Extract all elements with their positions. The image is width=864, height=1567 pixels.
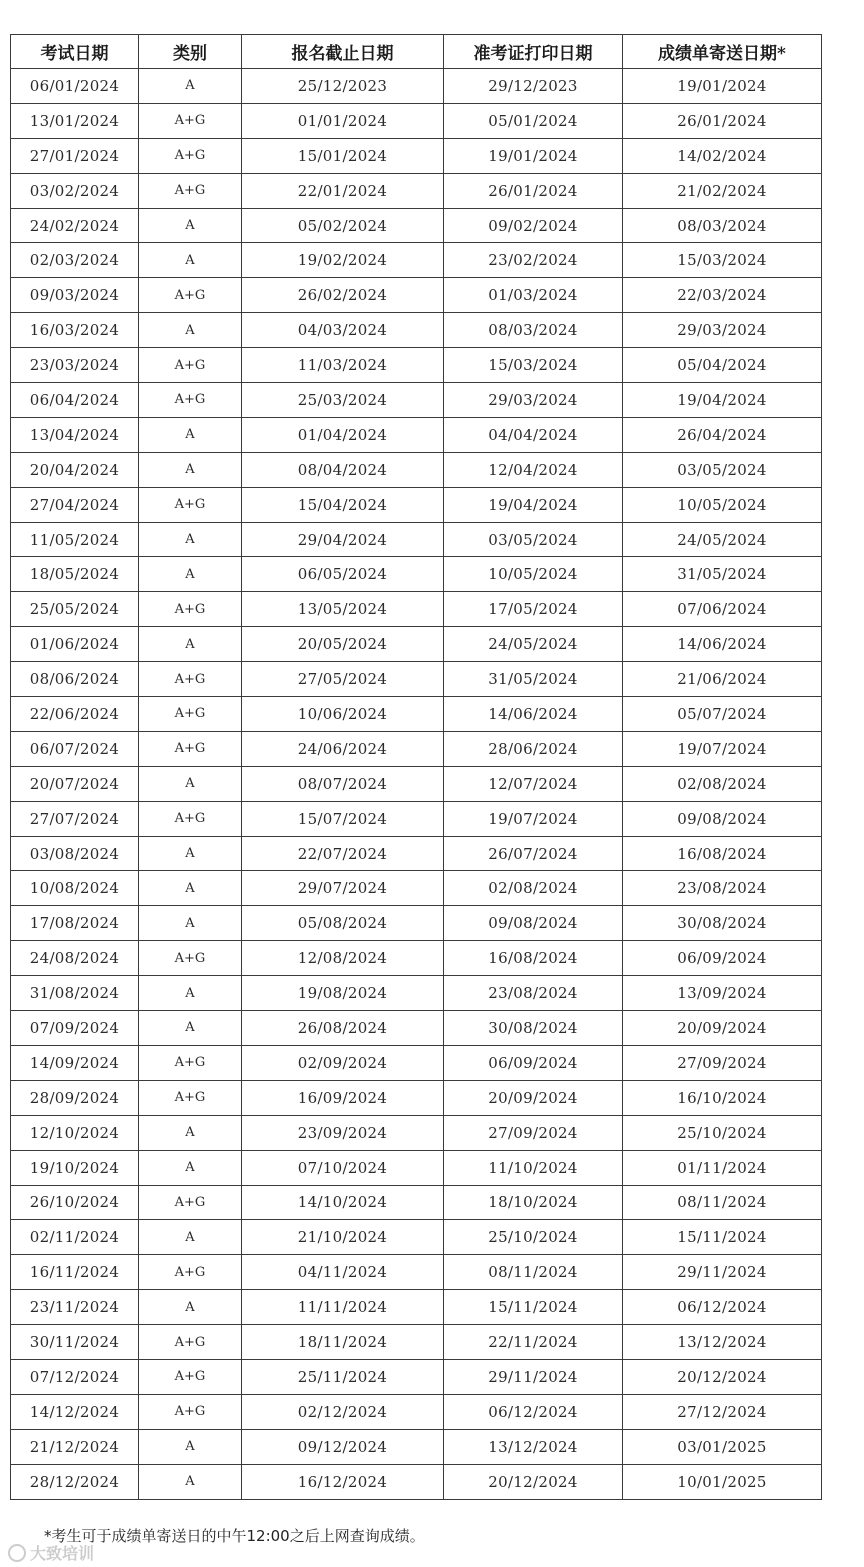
cell-admission-ticket-print-date: 13/12/2024	[444, 1429, 623, 1464]
cell-exam-date: 16/03/2024	[11, 313, 139, 348]
cell-registration-deadline: 18/11/2024	[242, 1325, 444, 1360]
cell-transcript-mailing-date: 31/05/2024	[623, 557, 822, 592]
cell-transcript-mailing-date: 14/06/2024	[623, 627, 822, 662]
cell-category: A+G	[139, 801, 242, 836]
cell-category: A	[139, 1429, 242, 1464]
cell-exam-date: 13/01/2024	[11, 103, 139, 138]
cell-admission-ticket-print-date: 31/05/2024	[444, 662, 623, 697]
cell-admission-ticket-print-date: 19/01/2024	[444, 138, 623, 173]
cell-category: A	[139, 522, 242, 557]
cell-transcript-mailing-date: 09/08/2024	[623, 801, 822, 836]
header-admission-ticket-print-date: 准考证打印日期	[444, 35, 623, 69]
cell-admission-ticket-print-date: 14/06/2024	[444, 697, 623, 732]
cell-category: A+G	[139, 348, 242, 383]
cell-admission-ticket-print-date: 15/11/2024	[444, 1290, 623, 1325]
cell-transcript-mailing-date: 24/05/2024	[623, 522, 822, 557]
cell-registration-deadline: 25/12/2023	[242, 69, 444, 104]
cell-admission-ticket-print-date: 29/12/2023	[444, 69, 623, 104]
cell-category: A	[139, 313, 242, 348]
cell-registration-deadline: 11/03/2024	[242, 348, 444, 383]
cell-exam-date: 25/05/2024	[11, 592, 139, 627]
cell-exam-date: 06/04/2024	[11, 383, 139, 418]
table-row	[11, 278, 822, 313]
header-row	[11, 35, 822, 69]
cell-registration-deadline: 27/05/2024	[242, 662, 444, 697]
cell-transcript-mailing-date: 02/08/2024	[623, 766, 822, 801]
cell-admission-ticket-print-date: 04/04/2024	[444, 417, 623, 452]
table-row	[11, 731, 822, 766]
cell-transcript-mailing-date: 03/05/2024	[623, 452, 822, 487]
table-row	[11, 1394, 822, 1429]
cell-registration-deadline: 20/05/2024	[242, 627, 444, 662]
table-row	[11, 1325, 822, 1360]
cell-category: A	[139, 1464, 242, 1499]
cell-admission-ticket-print-date: 20/09/2024	[444, 1080, 623, 1115]
cell-exam-date: 27/07/2024	[11, 801, 139, 836]
cell-transcript-mailing-date: 06/12/2024	[623, 1290, 822, 1325]
cell-registration-deadline: 22/07/2024	[242, 836, 444, 871]
cell-admission-ticket-print-date: 10/05/2024	[444, 557, 623, 592]
cell-transcript-mailing-date: 10/05/2024	[623, 487, 822, 522]
cell-category: A+G	[139, 1255, 242, 1290]
cell-transcript-mailing-date: 05/04/2024	[623, 348, 822, 383]
table-row	[11, 208, 822, 243]
cell-exam-date: 20/04/2024	[11, 452, 139, 487]
cell-registration-deadline: 10/06/2024	[242, 697, 444, 732]
cell-registration-deadline: 13/05/2024	[242, 592, 444, 627]
table-row	[11, 348, 822, 383]
cell-exam-date: 03/02/2024	[11, 173, 139, 208]
cell-transcript-mailing-date: 15/11/2024	[623, 1220, 822, 1255]
cell-admission-ticket-print-date: 18/10/2024	[444, 1185, 623, 1220]
cell-category: A+G	[139, 487, 242, 522]
cell-transcript-mailing-date: 10/01/2025	[623, 1464, 822, 1499]
cell-exam-date: 09/03/2024	[11, 278, 139, 313]
cell-registration-deadline: 19/02/2024	[242, 243, 444, 278]
cell-transcript-mailing-date: 19/07/2024	[623, 731, 822, 766]
cell-category: A+G	[139, 941, 242, 976]
watermark-text: 大致培训	[30, 1544, 95, 1563]
cell-exam-date: 24/08/2024	[11, 941, 139, 976]
table-row	[11, 766, 822, 801]
cell-transcript-mailing-date: 23/08/2024	[623, 871, 822, 906]
cell-admission-ticket-print-date: 02/08/2024	[444, 871, 623, 906]
table-row	[11, 1359, 822, 1394]
cell-exam-date: 12/10/2024	[11, 1115, 139, 1150]
cell-registration-deadline: 02/09/2024	[242, 1045, 444, 1080]
cell-registration-deadline: 29/04/2024	[242, 522, 444, 557]
cell-exam-date: 13/04/2024	[11, 417, 139, 452]
cell-admission-ticket-print-date: 29/03/2024	[444, 383, 623, 418]
cell-registration-deadline: 05/02/2024	[242, 208, 444, 243]
cell-registration-deadline: 19/08/2024	[242, 976, 444, 1011]
cell-transcript-mailing-date: 07/06/2024	[623, 592, 822, 627]
watermark	[8, 1541, 94, 1564]
cell-admission-ticket-print-date: 12/04/2024	[444, 452, 623, 487]
header-exam-date: 考试日期	[11, 35, 139, 69]
cell-admission-ticket-print-date: 08/03/2024	[444, 313, 623, 348]
cell-admission-ticket-print-date: 08/11/2024	[444, 1255, 623, 1290]
cell-category: A	[139, 1150, 242, 1185]
cell-category: A+G	[139, 138, 242, 173]
cell-category: A	[139, 906, 242, 941]
cell-registration-deadline: 26/08/2024	[242, 1011, 444, 1046]
cell-exam-date: 11/05/2024	[11, 522, 139, 557]
cell-transcript-mailing-date: 08/11/2024	[623, 1185, 822, 1220]
cell-exam-date: 20/07/2024	[11, 766, 139, 801]
header-registration-deadline: 报名截止日期	[242, 35, 444, 69]
cell-admission-ticket-print-date: 01/03/2024	[444, 278, 623, 313]
cell-admission-ticket-print-date: 16/08/2024	[444, 941, 623, 976]
table-row	[11, 173, 822, 208]
cell-category: A+G	[139, 1325, 242, 1360]
cell-exam-date: 26/10/2024	[11, 1185, 139, 1220]
cell-category: A+G	[139, 697, 242, 732]
cell-category: A	[139, 976, 242, 1011]
cell-registration-deadline: 15/07/2024	[242, 801, 444, 836]
cell-category: A+G	[139, 1045, 242, 1080]
exam-schedule-table	[10, 34, 822, 1500]
cell-exam-date: 27/04/2024	[11, 487, 139, 522]
table-row	[11, 1464, 822, 1499]
table-row	[11, 1045, 822, 1080]
table-row	[11, 906, 822, 941]
cell-transcript-mailing-date: 05/07/2024	[623, 697, 822, 732]
cell-exam-date: 14/12/2024	[11, 1394, 139, 1429]
cell-registration-deadline: 16/12/2024	[242, 1464, 444, 1499]
table-row	[11, 662, 822, 697]
cell-registration-deadline: 21/10/2024	[242, 1220, 444, 1255]
cell-category: A	[139, 836, 242, 871]
table-row	[11, 836, 822, 871]
cell-admission-ticket-print-date: 30/08/2024	[444, 1011, 623, 1046]
cell-category: A+G	[139, 278, 242, 313]
cell-category: A+G	[139, 1185, 242, 1220]
cell-transcript-mailing-date: 06/09/2024	[623, 941, 822, 976]
cell-category: A+G	[139, 731, 242, 766]
table-row	[11, 452, 822, 487]
cell-category: A	[139, 557, 242, 592]
cell-exam-date: 23/03/2024	[11, 348, 139, 383]
table-row	[11, 1150, 822, 1185]
cell-transcript-mailing-date: 22/03/2024	[623, 278, 822, 313]
cell-registration-deadline: 25/03/2024	[242, 383, 444, 418]
cell-category: A	[139, 1220, 242, 1255]
cell-category: A+G	[139, 1394, 242, 1429]
cell-exam-date: 10/08/2024	[11, 871, 139, 906]
cell-admission-ticket-print-date: 23/08/2024	[444, 976, 623, 1011]
cell-admission-ticket-print-date: 26/01/2024	[444, 173, 623, 208]
cell-category: A+G	[139, 1359, 242, 1394]
header-category: 类别	[139, 35, 242, 69]
cell-exam-date: 28/12/2024	[11, 1464, 139, 1499]
table-row	[11, 697, 822, 732]
cell-exam-date: 08/06/2024	[11, 662, 139, 697]
cell-registration-deadline: 14/10/2024	[242, 1185, 444, 1220]
cell-exam-date: 31/08/2024	[11, 976, 139, 1011]
cell-category: A	[139, 243, 242, 278]
cell-registration-deadline: 16/09/2024	[242, 1080, 444, 1115]
cell-registration-deadline: 01/01/2024	[242, 103, 444, 138]
cell-admission-ticket-print-date: 19/07/2024	[444, 801, 623, 836]
cell-registration-deadline: 24/06/2024	[242, 731, 444, 766]
cell-registration-deadline: 12/08/2024	[242, 941, 444, 976]
table-row	[11, 1115, 822, 1150]
cell-exam-date: 14/09/2024	[11, 1045, 139, 1080]
table-row	[11, 103, 822, 138]
table-row	[11, 1255, 822, 1290]
cell-transcript-mailing-date: 29/03/2024	[623, 313, 822, 348]
table-row	[11, 801, 822, 836]
table-row	[11, 557, 822, 592]
cell-transcript-mailing-date: 19/01/2024	[623, 69, 822, 104]
cell-category: A	[139, 1011, 242, 1046]
cell-transcript-mailing-date: 30/08/2024	[623, 906, 822, 941]
cell-registration-deadline: 07/10/2024	[242, 1150, 444, 1185]
cell-registration-deadline: 06/05/2024	[242, 557, 444, 592]
cell-admission-ticket-print-date: 27/09/2024	[444, 1115, 623, 1150]
cell-exam-date: 07/12/2024	[11, 1359, 139, 1394]
cell-registration-deadline: 26/02/2024	[242, 278, 444, 313]
cell-exam-date: 06/01/2024	[11, 69, 139, 104]
cell-registration-deadline: 04/11/2024	[242, 1255, 444, 1290]
cell-registration-deadline: 08/07/2024	[242, 766, 444, 801]
cell-transcript-mailing-date: 25/10/2024	[623, 1115, 822, 1150]
cell-transcript-mailing-date: 21/02/2024	[623, 173, 822, 208]
table-row	[11, 1011, 822, 1046]
cell-transcript-mailing-date: 01/11/2024	[623, 1150, 822, 1185]
cell-registration-deadline: 02/12/2024	[242, 1394, 444, 1429]
cell-registration-deadline: 23/09/2024	[242, 1115, 444, 1150]
cell-transcript-mailing-date: 26/04/2024	[623, 417, 822, 452]
cell-registration-deadline: 01/04/2024	[242, 417, 444, 452]
cell-category: A	[139, 69, 242, 104]
table-row	[11, 138, 822, 173]
cell-category: A	[139, 766, 242, 801]
table-header	[11, 35, 822, 69]
cell-admission-ticket-print-date: 03/05/2024	[444, 522, 623, 557]
cell-registration-deadline: 22/01/2024	[242, 173, 444, 208]
cell-transcript-mailing-date: 15/03/2024	[623, 243, 822, 278]
cell-transcript-mailing-date: 26/01/2024	[623, 103, 822, 138]
cell-category: A+G	[139, 173, 242, 208]
cell-transcript-mailing-date: 20/12/2024	[623, 1359, 822, 1394]
cell-transcript-mailing-date: 03/01/2025	[623, 1429, 822, 1464]
cell-admission-ticket-print-date: 26/07/2024	[444, 836, 623, 871]
cell-admission-ticket-print-date: 25/10/2024	[444, 1220, 623, 1255]
watermark-logo-icon	[8, 1544, 26, 1562]
cell-transcript-mailing-date: 21/06/2024	[623, 662, 822, 697]
cell-registration-deadline: 15/01/2024	[242, 138, 444, 173]
cell-admission-ticket-print-date: 28/06/2024	[444, 731, 623, 766]
cell-exam-date: 18/05/2024	[11, 557, 139, 592]
table-row	[11, 487, 822, 522]
cell-transcript-mailing-date: 19/04/2024	[623, 383, 822, 418]
cell-exam-date: 30/11/2024	[11, 1325, 139, 1360]
cell-category: A	[139, 1290, 242, 1325]
cell-transcript-mailing-date: 14/02/2024	[623, 138, 822, 173]
table-row	[11, 1185, 822, 1220]
cell-exam-date: 28/09/2024	[11, 1080, 139, 1115]
table-row	[11, 592, 822, 627]
table-row	[11, 522, 822, 557]
table-row	[11, 627, 822, 662]
cell-category: A	[139, 208, 242, 243]
cell-transcript-mailing-date: 29/11/2024	[623, 1255, 822, 1290]
cell-admission-ticket-print-date: 20/12/2024	[444, 1464, 623, 1499]
cell-registration-deadline: 09/12/2024	[242, 1429, 444, 1464]
cell-admission-ticket-print-date: 05/01/2024	[444, 103, 623, 138]
cell-exam-date: 06/07/2024	[11, 731, 139, 766]
cell-admission-ticket-print-date: 11/10/2024	[444, 1150, 623, 1185]
cell-transcript-mailing-date: 16/08/2024	[623, 836, 822, 871]
cell-transcript-mailing-date: 27/12/2024	[623, 1394, 822, 1429]
cell-admission-ticket-print-date: 09/02/2024	[444, 208, 623, 243]
cell-exam-date: 23/11/2024	[11, 1290, 139, 1325]
cell-category: A	[139, 452, 242, 487]
cell-exam-date: 27/01/2024	[11, 138, 139, 173]
cell-exam-date: 21/12/2024	[11, 1429, 139, 1464]
cell-exam-date: 17/08/2024	[11, 906, 139, 941]
cell-category: A+G	[139, 103, 242, 138]
table-row	[11, 1080, 822, 1115]
cell-admission-ticket-print-date: 23/02/2024	[444, 243, 623, 278]
cell-category: A	[139, 871, 242, 906]
table-row	[11, 313, 822, 348]
table-row	[11, 1429, 822, 1464]
cell-exam-date: 01/06/2024	[11, 627, 139, 662]
footnote: *考生可于成绩单寄送日的中午12:00之后上网查询成绩。	[44, 1527, 425, 1545]
cell-admission-ticket-print-date: 09/08/2024	[444, 906, 623, 941]
cell-registration-deadline: 08/04/2024	[242, 452, 444, 487]
cell-exam-date: 19/10/2024	[11, 1150, 139, 1185]
cell-category: A	[139, 1115, 242, 1150]
cell-admission-ticket-print-date: 19/04/2024	[444, 487, 623, 522]
cell-category: A+G	[139, 1080, 242, 1115]
header-transcript-mailing-date: 成绩单寄送日期*	[623, 35, 822, 69]
cell-registration-deadline: 04/03/2024	[242, 313, 444, 348]
cell-transcript-mailing-date: 13/12/2024	[623, 1325, 822, 1360]
cell-exam-date: 02/03/2024	[11, 243, 139, 278]
cell-admission-ticket-print-date: 06/09/2024	[444, 1045, 623, 1080]
cell-registration-deadline: 11/11/2024	[242, 1290, 444, 1325]
table-row	[11, 871, 822, 906]
cell-exam-date: 02/11/2024	[11, 1220, 139, 1255]
cell-category: A+G	[139, 662, 242, 697]
cell-transcript-mailing-date: 27/09/2024	[623, 1045, 822, 1080]
cell-category: A	[139, 417, 242, 452]
cell-admission-ticket-print-date: 24/05/2024	[444, 627, 623, 662]
cell-admission-ticket-print-date: 12/07/2024	[444, 766, 623, 801]
cell-registration-deadline: 25/11/2024	[242, 1359, 444, 1394]
cell-admission-ticket-print-date: 17/05/2024	[444, 592, 623, 627]
table-row	[11, 941, 822, 976]
table-row	[11, 383, 822, 418]
cell-registration-deadline: 05/08/2024	[242, 906, 444, 941]
table-row	[11, 1220, 822, 1255]
table-row	[11, 976, 822, 1011]
table-row	[11, 243, 822, 278]
table-body	[11, 69, 822, 1500]
cell-exam-date: 07/09/2024	[11, 1011, 139, 1046]
cell-exam-date: 16/11/2024	[11, 1255, 139, 1290]
table-row	[11, 417, 822, 452]
cell-admission-ticket-print-date: 22/11/2024	[444, 1325, 623, 1360]
cell-registration-deadline: 15/04/2024	[242, 487, 444, 522]
cell-transcript-mailing-date: 08/03/2024	[623, 208, 822, 243]
cell-exam-date: 24/02/2024	[11, 208, 139, 243]
cell-category: A	[139, 627, 242, 662]
cell-admission-ticket-print-date: 15/03/2024	[444, 348, 623, 383]
cell-transcript-mailing-date: 16/10/2024	[623, 1080, 822, 1115]
cell-category: A+G	[139, 383, 242, 418]
cell-transcript-mailing-date: 20/09/2024	[623, 1011, 822, 1046]
cell-admission-ticket-print-date: 29/11/2024	[444, 1359, 623, 1394]
cell-exam-date: 22/06/2024	[11, 697, 139, 732]
cell-category: A+G	[139, 592, 242, 627]
cell-admission-ticket-print-date: 06/12/2024	[444, 1394, 623, 1429]
cell-registration-deadline: 29/07/2024	[242, 871, 444, 906]
table-row	[11, 69, 822, 104]
cell-exam-date: 03/08/2024	[11, 836, 139, 871]
table-row	[11, 1290, 822, 1325]
cell-transcript-mailing-date: 13/09/2024	[623, 976, 822, 1011]
